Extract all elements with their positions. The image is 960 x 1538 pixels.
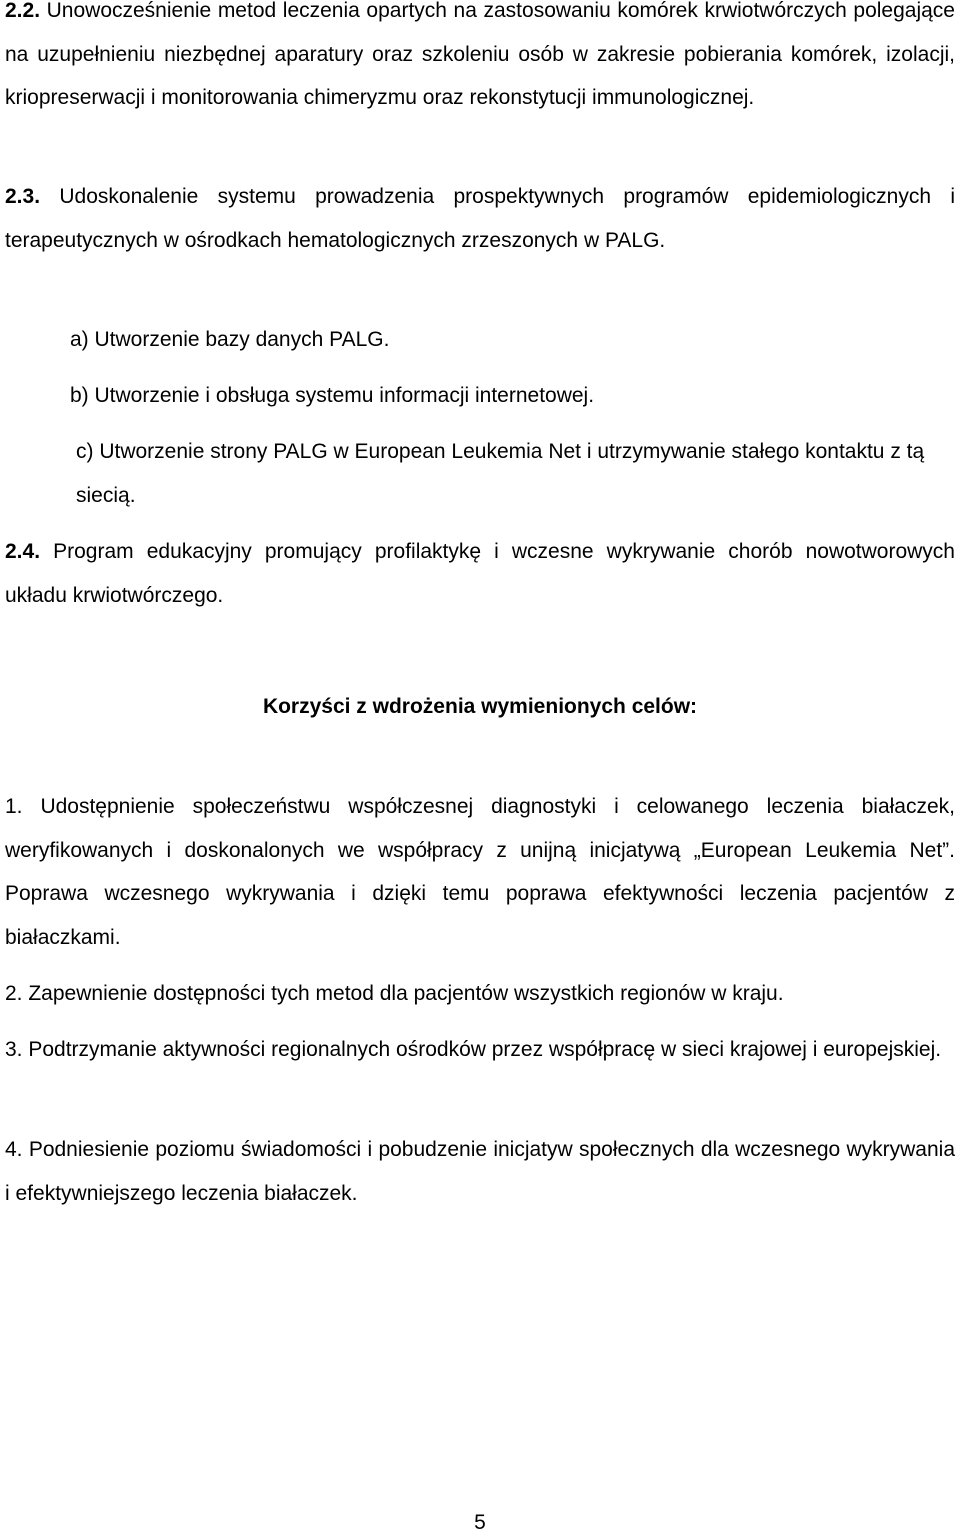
benefit-text: Zapewnienie dostępności tych metod dla pacjentów wszystkich regionów w kraju.	[28, 982, 784, 1005]
benefits-heading: Korzyści z wdrożenia wymienionych celów:	[262, 695, 698, 718]
benefit-item-4	[5, 1128, 955, 1215]
list-item-c-text: c) Utworzenie strony PALG w European Leukemia Net i utrzymywanie stałego kontaktu z tą siecią.	[76, 440, 925, 507]
benefit-text: Podtrzymanie aktywności regionalnych ośrodków przez współpracę w sieci krajowej i europejskiej.	[28, 1038, 942, 1061]
section-2-2	[5, 0, 955, 120]
list-item-c	[42, 430, 957, 517]
benefit-number: 1.	[5, 795, 23, 818]
list-item-a: a) Utworzenie bazy danych PALG.	[70, 328, 390, 351]
benefit-text: Udostępnienie społeczeństwu współczesnej diagnostyki i celowanego leczenia białaczek, weryfikowanych i doskonalonych we współpracy z unijną inicjatywą „European Leukemia Net”. Poprawa wczesnego wykrywania i dzięki temu poprawa efektywności leczenia pacjentów z białaczkami.	[5, 795, 955, 949]
benefit-number: 2.	[5, 982, 23, 1005]
section-2-3	[5, 175, 955, 262]
benefit-item-1	[5, 785, 955, 959]
benefit-item-3	[5, 1028, 955, 1072]
benefit-number: 3.	[5, 1038, 23, 1061]
section-number: 2.3.	[5, 185, 41, 208]
benefit-number: 4.	[5, 1138, 23, 1161]
benefit-item-2	[5, 972, 955, 1016]
section-number: 2.2.	[5, 0, 41, 22]
section-number: 2.4.	[5, 540, 41, 563]
page-number: 5	[474, 1511, 486, 1534]
list-item-b: b) Utworzenie i obsługa systemu informacji internetowej.	[70, 384, 595, 407]
section-text: Program edukacyjny promujący profilaktykę i wczesne wykrywanie chorób nowotworowych układu krwiotwórczego.	[5, 540, 955, 607]
section-text: Udoskonalenie systemu prowadzenia prospektywnych programów epidemiologicznych i terapeutycznych w ośrodkach hematologicznych zrzeszonych w PALG.	[5, 185, 955, 252]
benefit-text: Podniesienie poziomu świadomości i pobudzenie inicjatyw społecznych dla wczesnego wykrywania i efektywniejszego leczenia białaczek.	[5, 1138, 955, 1205]
section-2-4	[5, 530, 955, 617]
section-text: Unowocześnienie metod leczenia opartych na zastosowaniu komórek krwiotwórczych polegające na uzupełnieniu niezbędnej aparatury oraz szkoleniu osób w zakresie pobierania komórek, izolacji, kriopreserwacji i monitorowania chimeryzmu oraz rekonstytucji immunologicznej.	[5, 0, 955, 109]
